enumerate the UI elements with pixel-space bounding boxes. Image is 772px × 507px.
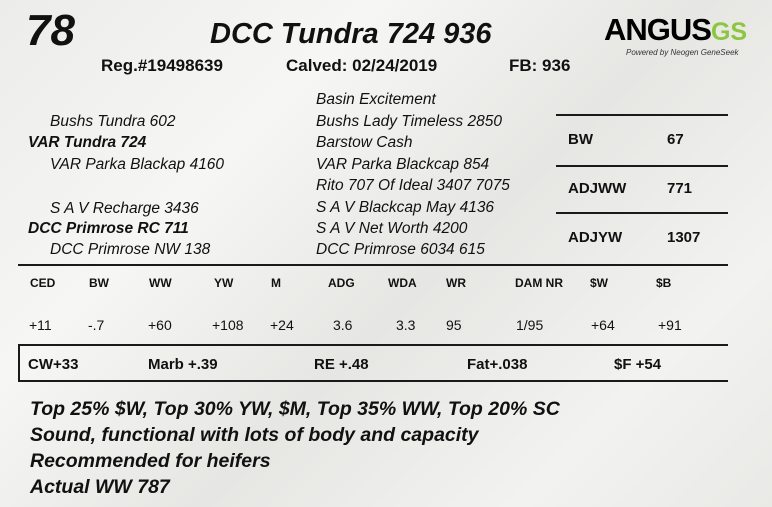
carcass-marb: Marb +.39 bbox=[148, 356, 218, 373]
epd-value: 3.6 bbox=[333, 317, 353, 333]
epd-header: WW bbox=[149, 276, 172, 290]
epd-value: +91 bbox=[658, 317, 682, 333]
pedigree-right-item: S A V Blackcap May 4136 bbox=[316, 199, 495, 216]
pedigree-sire: VAR Tundra 724 bbox=[28, 134, 147, 151]
weight-value-bw: 67 bbox=[667, 131, 684, 148]
pedigree-right-item: Barstow Cash bbox=[316, 134, 413, 151]
epd-header: DAM NR bbox=[515, 276, 563, 290]
pedigree-dam-dam: DCC Primrose NW 138 bbox=[50, 241, 211, 258]
note-line: Recommended for heifers bbox=[30, 450, 271, 472]
pedigree-right-item: Basin Excitement bbox=[316, 91, 436, 108]
pedigree-sire-dam: VAR Parka Blackap 4160 bbox=[50, 156, 225, 173]
weights-top-border bbox=[556, 114, 728, 116]
weights-divider bbox=[556, 165, 728, 167]
fb-number: FB: 936 bbox=[509, 56, 571, 75]
animal-name: DCC Tundra 724 936 bbox=[210, 18, 492, 50]
epd-value: +64 bbox=[591, 317, 615, 333]
angus-gs-logo bbox=[604, 12, 748, 57]
logo-angus-text: ANGUS bbox=[604, 12, 711, 47]
weight-label-adjyw: ADJYW bbox=[568, 229, 623, 246]
note-line: Top 25% $W, Top 30% YW, $M, Top 35% WW, Top 20% SC bbox=[30, 398, 560, 420]
pedigree-right-item: Bushs Lady Timeless 2850 bbox=[316, 113, 502, 130]
epd-header: CED bbox=[30, 276, 56, 290]
logo-tagline: Powered by Neogen GeneSeek bbox=[626, 48, 739, 57]
pedigree-right-item: Rito 707 Of Ideal 3407 7075 bbox=[316, 177, 510, 194]
epd-value: 3.3 bbox=[396, 317, 416, 333]
carcass-top-border bbox=[18, 344, 728, 346]
carcass-fat: Fat+.038 bbox=[467, 356, 528, 373]
epd-header: WDA bbox=[388, 276, 417, 290]
epd-header: WR bbox=[446, 276, 466, 290]
epd-value: +60 bbox=[148, 317, 172, 333]
carcass-f: $F +54 bbox=[614, 356, 662, 373]
epd-top-border bbox=[18, 264, 728, 266]
weight-value-adjww: 771 bbox=[667, 180, 693, 197]
pedigree-dam-sire: S A V Recharge 3436 bbox=[50, 200, 199, 217]
epd-header: ADG bbox=[328, 276, 355, 290]
note-line: Actual WW 787 bbox=[30, 476, 170, 498]
weight-value-adjyw: 1307 bbox=[667, 229, 701, 246]
pedigree-right-item: VAR Parka Blackcap 854 bbox=[316, 156, 490, 173]
epd-value: +11 bbox=[29, 317, 52, 333]
carcass-bottom-border bbox=[18, 380, 728, 382]
lot-number: 78 bbox=[26, 6, 75, 55]
epd-header: BW bbox=[89, 276, 109, 290]
carcass-re: RE +.48 bbox=[314, 356, 369, 373]
epd-value: +108 bbox=[212, 317, 244, 333]
pedigree-sire-sire-sire: Bushs Tundra 602 bbox=[50, 113, 176, 130]
epd-header: $B bbox=[656, 276, 672, 290]
logo-gs-text: GS bbox=[710, 18, 748, 46]
epd-value: +24 bbox=[270, 317, 294, 333]
carcass-cw: CW+33 bbox=[28, 356, 79, 373]
epd-header: $W bbox=[590, 276, 608, 290]
epd-header: YW bbox=[214, 276, 234, 290]
pedigree-dam: DCC Primrose RC 711 bbox=[28, 220, 189, 237]
epd-value: 95 bbox=[446, 317, 462, 333]
pedigree-right-item: DCC Primrose 6034 615 bbox=[316, 241, 485, 258]
pedigree-right-item: S A V Net Worth 4200 bbox=[316, 220, 468, 237]
epd-value: -.7 bbox=[88, 317, 105, 333]
weight-label-adjww: ADJWW bbox=[568, 180, 627, 197]
carcass-left-border bbox=[18, 344, 20, 382]
registration-number: Reg.#19498639 bbox=[101, 56, 223, 75]
epd-value: 1/95 bbox=[516, 317, 544, 333]
weight-label-bw: BW bbox=[568, 131, 593, 148]
calved-date: Calved: 02/24/2019 bbox=[286, 56, 438, 75]
epd-header: M bbox=[271, 276, 281, 290]
weights-divider bbox=[556, 212, 728, 214]
note-line: Sound, functional with lots of body and capacity bbox=[30, 424, 479, 446]
